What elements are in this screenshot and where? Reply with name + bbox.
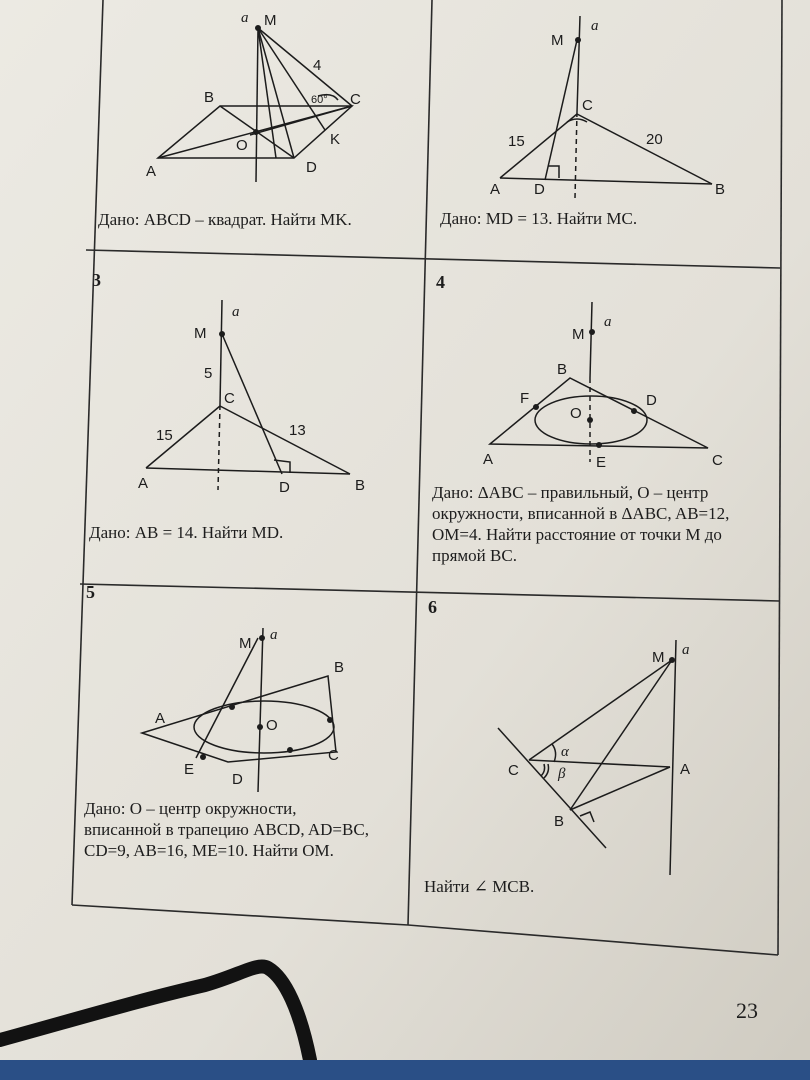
label: a xyxy=(682,642,690,658)
label: β xyxy=(558,766,566,782)
problem-2-statement: Дано: MD = 13. Найти MC. xyxy=(440,209,638,228)
label: B xyxy=(554,813,565,830)
label: 20 xyxy=(646,131,663,148)
label: A xyxy=(483,451,494,468)
label: A xyxy=(146,163,157,180)
label: B xyxy=(355,477,366,494)
label: C xyxy=(328,747,339,764)
problem-1-statement: Дано: ABCD – квадрат. Найти MK. xyxy=(98,210,352,229)
label: 60° xyxy=(311,94,328,106)
label: a xyxy=(604,314,612,330)
label: F xyxy=(520,390,530,407)
problem-6-number: 6 xyxy=(428,597,437,617)
label: D xyxy=(306,159,317,176)
label: M xyxy=(194,325,207,342)
problem-5-statement: Дано: O – центр окружности, вписанной в трапецию ABCD, AD=BC, CD=9, AB=16, ME=10. Найти OM. xyxy=(84,799,369,860)
label: a xyxy=(232,304,240,320)
label: 4 xyxy=(313,57,322,74)
problem-3-statement: Дано: AB = 14. Найти MD. xyxy=(89,523,284,542)
label: a xyxy=(241,10,249,26)
label: D xyxy=(534,181,545,198)
label: C xyxy=(508,762,519,779)
label: A xyxy=(138,475,149,492)
label: A xyxy=(490,181,501,198)
label: C xyxy=(712,452,723,469)
label: K xyxy=(330,131,341,148)
label: C xyxy=(224,390,235,407)
label: O xyxy=(236,137,248,154)
label: M xyxy=(264,12,277,29)
problem-5-number: 5 xyxy=(86,582,95,602)
problem-4-number: 4 xyxy=(436,272,445,292)
label: C xyxy=(582,97,593,114)
label: D xyxy=(279,479,290,496)
label: B xyxy=(334,659,345,676)
page-number: 23 xyxy=(736,998,758,1023)
label: M xyxy=(551,32,564,49)
label: O xyxy=(266,717,278,734)
label: B xyxy=(204,89,215,106)
problem-3-number: 3 xyxy=(92,270,101,290)
label: M xyxy=(572,326,585,343)
label: D xyxy=(646,392,657,409)
label: 15 xyxy=(156,427,173,444)
label: 15 xyxy=(508,133,525,150)
label: A xyxy=(680,761,691,778)
label: B xyxy=(715,181,726,198)
label: E xyxy=(596,454,607,471)
label: 13 xyxy=(289,422,306,439)
label: 5 xyxy=(204,365,213,382)
label: C xyxy=(350,91,361,108)
label: D xyxy=(232,771,243,788)
label: O xyxy=(570,405,582,422)
label: B xyxy=(557,361,568,378)
problem-4-statement: Дано: ΔABC – правильный, O – центр окружности, вписанной в ΔABC, AB=12, OM=4. Найти расстояние от точки M до прямой BC. xyxy=(432,483,730,565)
label: a xyxy=(270,627,278,643)
label: M xyxy=(652,649,665,666)
label: α xyxy=(561,744,569,760)
label: E xyxy=(184,761,195,778)
label: M xyxy=(239,635,252,652)
label: A xyxy=(155,710,166,727)
label: a xyxy=(591,18,599,34)
problem-6-statement: Найти ∠ MCB. xyxy=(424,877,535,896)
